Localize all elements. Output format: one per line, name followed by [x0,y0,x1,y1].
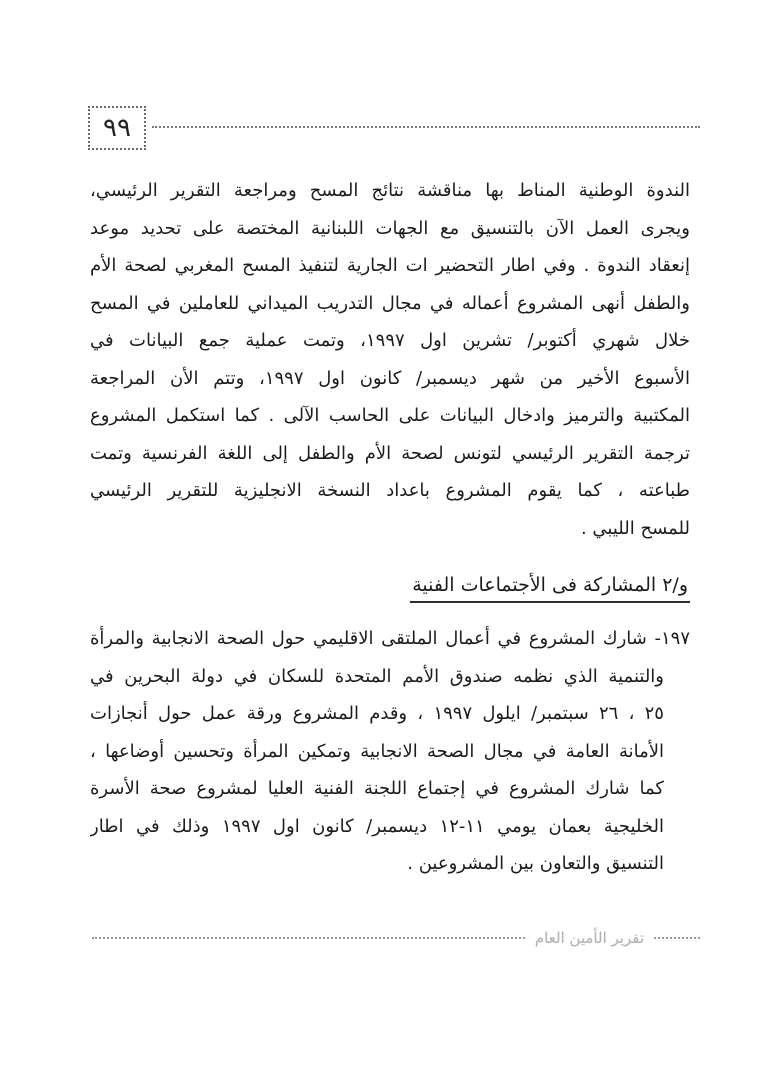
text-line: التنسيق والتعاون بين المشروعين . [407,853,664,874]
text-line: الأمانة العامة في مجال الصحة الانجابية وتمكين المرأة وتحسين أوضاعها ، [90,740,664,762]
footer-rule-right [654,937,700,939]
text-line: للمسح الليبي . [580,517,690,539]
text-line: ترجمة التقرير الرئيسي لتونس لصحة الأم والطفل إلى اللغة الفرنسية وتمت [90,442,690,464]
text-line: والطفل أنهى المشروع أعماله في مجال التدريب الميداني للعاملين في المسح [90,292,690,314]
text-line: ٢٥ ، ٢٦ سبتمبر/ ايلول ١٩٩٧ ، وقدم المشروع ورقة عمل حول أنجازات [90,703,664,724]
text-line: الخليجية بعمان يومي ١١-١٢ ديسمبر/ كانون اول ١٩٩٧ وذلك في اطار [90,815,665,837]
header-rule [152,126,700,128]
page-number-box [88,106,146,150]
text-line: ويجرى العمل الآن بالتنسيق مع الجهات اللبنانية المختصة على تحديد موعد [90,217,690,239]
footer-rule-left [92,937,525,939]
page-number: ٩٩ [103,113,131,143]
paragraph-item-197 [90,620,690,883]
text-line: الأسبوع الأخير من شهر ديسمبر/ كانون اول ١٩٩٧، وتتم الأن المراجعة [90,367,690,389]
section-heading: و/٢ المشاركة فى الأجتماعات الفنية [410,574,690,603]
text-line: كما شارك المشروع في إجتماع اللجنة الفنية العليا لمشروع صحة الأسرة [90,778,664,799]
footer-title: تقرير الأمين العام [534,929,644,947]
text-line: طباعته ، كما يقوم المشروع باعداد النسخة الانجليزية للتقرير الرئيسي [90,480,690,501]
text-line: خلال شهري أكتوبر/ تشرين اول ١٩٩٧، وتمت عملية جمع البيانات في [90,330,690,351]
page-footer [92,926,700,950]
text-line: والتنمية الذي نظمه صندوق الأمم المتحدة للسكان في دولة البحرين في [90,665,664,687]
text-line: الندوة الوطنية المناط بها مناقشة نتائج المسح ومراجعة التقرير الرئيسي، [90,180,690,201]
text-line: ١٩٧- شارك المشروع في أعمال الملتقى الاقليمي حول الصحة الانجابية والمرأة [90,628,690,649]
text-line: إنعقاد الندوة . وفي اطار التحضير ات الجارية لتنفيذ المسح المغربي لصحة الأم [90,255,690,276]
paragraph-survey-status [90,172,690,547]
text-line: المكتبية والترميز وادخال البيانات على الحاسب الآلى . كما استكمل المشروع [90,405,690,426]
